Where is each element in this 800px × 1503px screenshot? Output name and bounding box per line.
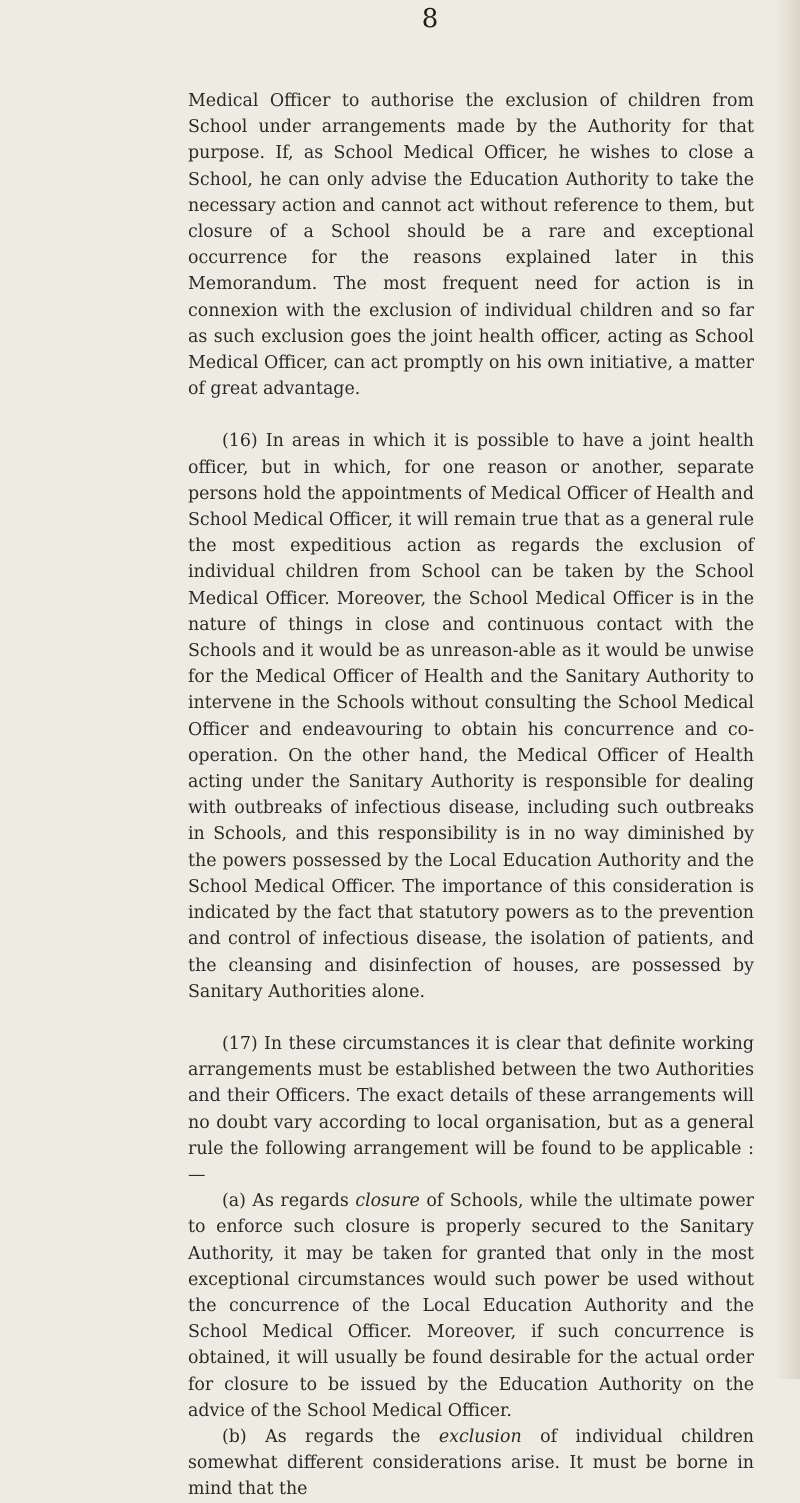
paragraph-17: (17) In these circumstances it is clear that definite working arrangements must be established between the two Authorities and their Officers. The exact details of these arrangements will no doubt vary according to local organisation, but as a general rule the following arrangement will be found to be applicable :— bbox=[188, 1033, 754, 1185]
paragraph-17b-prefix: (b) As regards the bbox=[222, 1426, 439, 1447]
paragraph-17a-rest: of Schools, while the ultimate power to enforce such closure is properly secured to the Sanitary Authority, it may be taken for granted that only in the most exceptional circumstances would such power be used without the concurrence of the Local Education Authority and the School Medical Officer. Moreover, if such concurrence is obtained, it will usually be found desirable for the actual order for closure to be issued by the Education Authority on the advice of the School Medical Officer. bbox=[188, 1191, 754, 1421]
document-body bbox=[188, 88, 754, 1503]
paragraph-17b-emphasis: exclusion bbox=[438, 1426, 522, 1447]
paragraph-17a bbox=[188, 1188, 754, 1424]
paragraph-17a-prefix: (a) As regards bbox=[222, 1191, 356, 1212]
page-edge-shadow bbox=[774, 0, 800, 1379]
paragraph-16: (16) In areas in which it is possible to have a joint health officer, but in which, for one reason or another, separate persons hold the appointments of Medical Officer of Health and School Medical Officer, it will remain true that as a general rule the most expeditious action as regards the exclusion of individual children from School can be taken by the School Medical Officer. Moreover, the School Medical Officer is in the nature of things in close and continuous contact with the Schools and it would be as unreason-able as it would be unwise for the Medical Officer of Health and the Sanitary Authority to intervene in the Schools without consulting the School Medical Officer and endeavouring to obtain his concurrence and co-operation. On the other hand, the Medical Officer of Health acting under the Sanitary Authority is responsible for dealing with outbreaks of infectious disease, including such outbreaks in Schools, and this responsibility is in no way diminished by the powers possessed by the Local Education Authority and the School Medical Officer. The importance of this consideration is indicated by the fact that statutory powers as to the prevention and control of infectious disease, the isolation of patients, and the cleansing and disinfection of houses, are possessed by Sanitary Authorities alone. bbox=[188, 431, 754, 1002]
paragraph-17b bbox=[188, 1424, 754, 1503]
page-number: 8 bbox=[421, 4, 439, 34]
paragraph-17b-rest: of individual children somewhat different considerations arise. It must be borne in mind that the bbox=[188, 1426, 754, 1500]
paragraph-continuation: Medical Officer to authorise the exclusion of children from School under arrangements made by the Authority for that purpose. If, as School Medical Officer, he wishes to close a School, he can only advise the Education Authority to take the necessary action and cannot act without reference to them, but closure of a School should be a rare and exceptional occurrence for the reasons explained later in this Memorandum. The most frequent need for action is in connexion with the exclusion of individual children and so far as such exclusion goes the joint health officer, acting as School Medical Officer, can act promptly on his own initiative, a matter of great advantage. bbox=[188, 91, 754, 400]
paragraph-17a-emphasis: closure bbox=[355, 1191, 420, 1212]
